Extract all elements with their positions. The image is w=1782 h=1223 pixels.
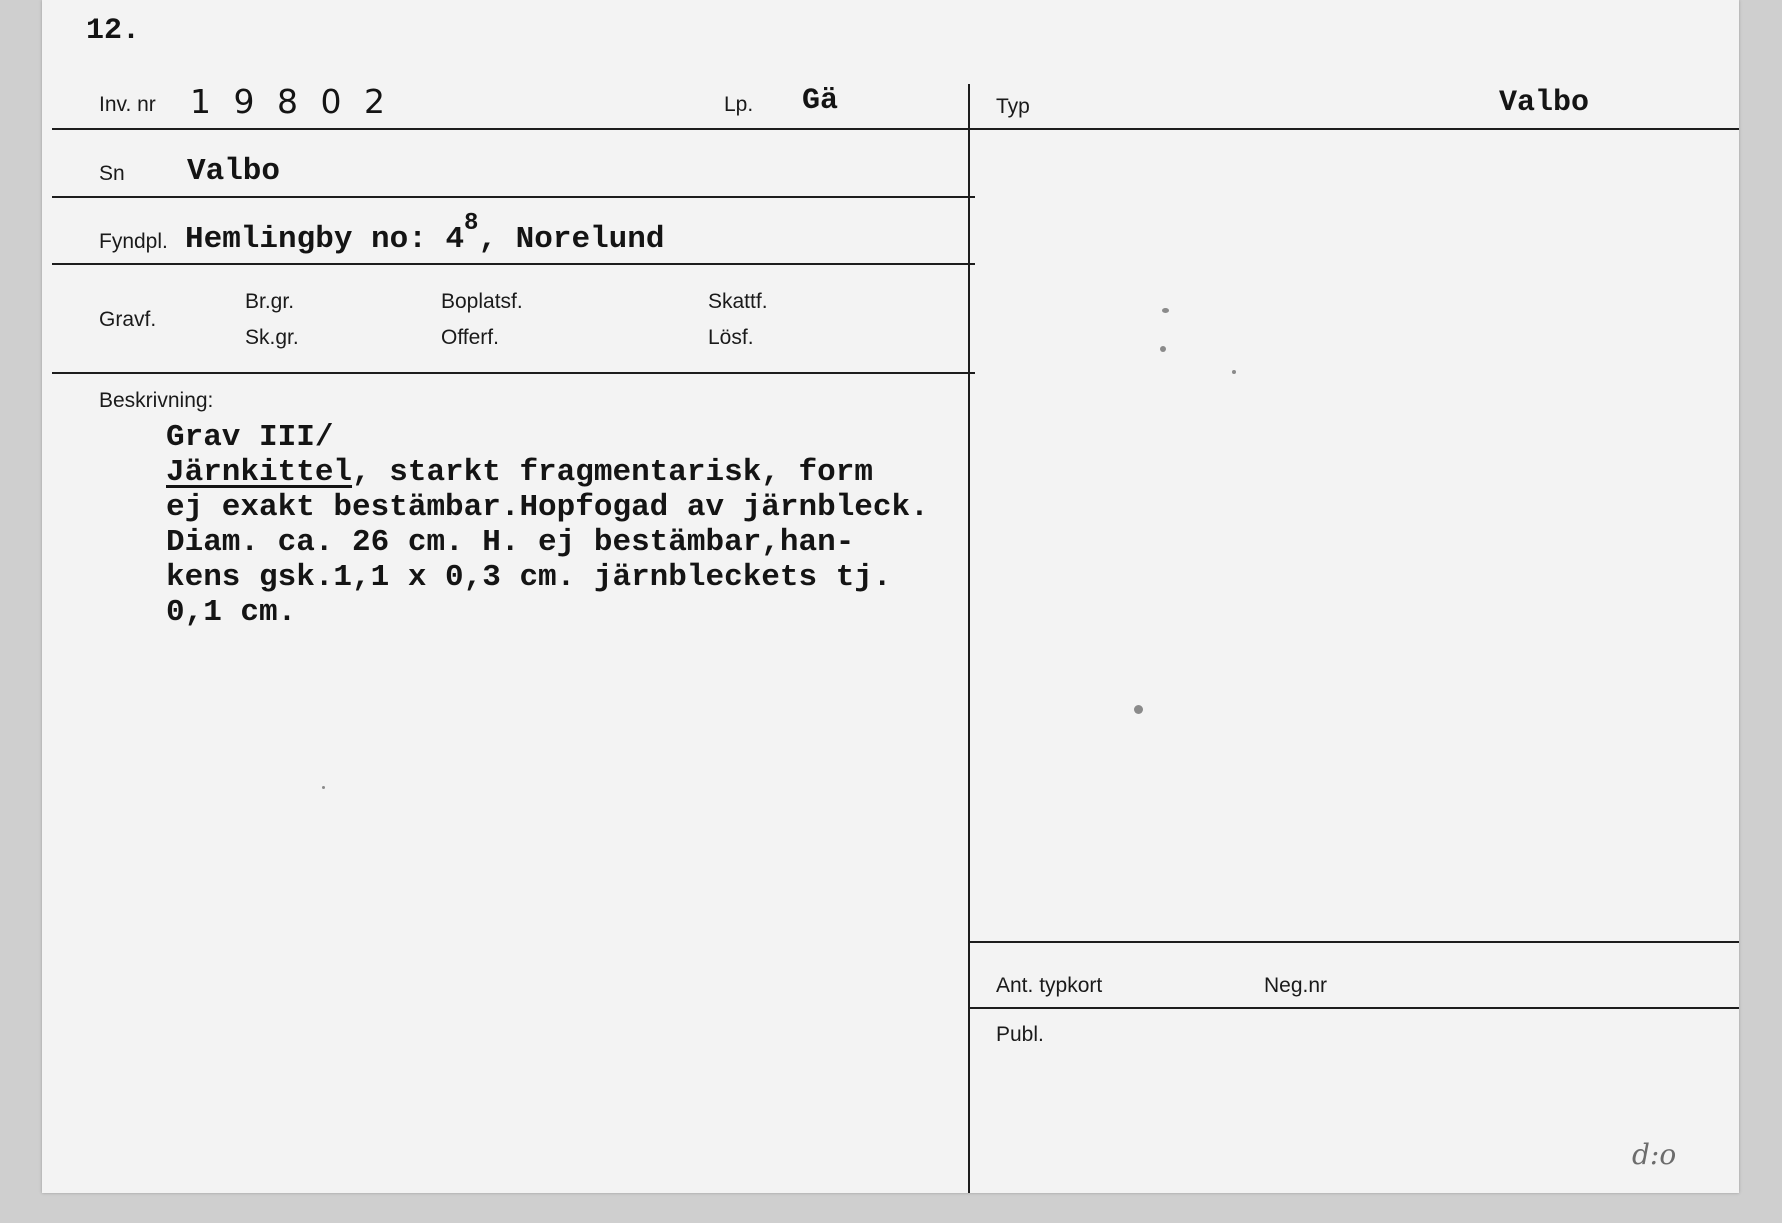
neg-nr-label: Neg.nr — [1264, 974, 1328, 997]
rule-typ-area — [970, 941, 1739, 943]
fyndpl-value — [185, 210, 665, 257]
desc-line-2-rest: , starkt fragmentarisk, form — [352, 455, 873, 490]
dust-speck — [1160, 346, 1166, 352]
rule-header-left — [52, 128, 975, 130]
fyndpl-value-sup: 8 — [464, 210, 479, 237]
inv-nr-value: 1 9 8 0 2 — [190, 82, 391, 121]
beskrivning-text — [166, 420, 929, 630]
desc-line-2-underlined: Järnkittel — [166, 455, 353, 490]
br-gr-label: Br.gr. — [245, 290, 295, 313]
skattf-label: Skattf. — [708, 290, 768, 313]
dust-speck — [322, 786, 325, 789]
losf-label: Lösf. — [708, 326, 754, 349]
rule-ant-typkort — [970, 1007, 1739, 1009]
desc-line-2 — [166, 455, 929, 490]
pencil-signature: d:o — [1632, 1138, 1677, 1171]
sn-value: Valbo — [187, 154, 281, 189]
desc-line-3: ej exakt bestämbar.Hopfogad av järnbleck. — [166, 490, 929, 525]
catalog-card — [42, 0, 1739, 1193]
column-divider — [968, 84, 970, 1193]
gravf-label: Gravf. — [99, 308, 157, 331]
fyndpl-value-post: , Norelund — [478, 222, 665, 257]
rule-gravf — [52, 372, 975, 374]
dust-speck — [1134, 705, 1143, 714]
publ-label: Publ. — [996, 1023, 1044, 1046]
typ-label: Typ — [996, 95, 1030, 118]
dust-speck — [1162, 308, 1169, 313]
boplatsf-label: Boplatsf. — [441, 290, 523, 313]
dust-speck — [1232, 370, 1236, 374]
rule-sn — [52, 196, 975, 198]
desc-line-1: Grav III/ — [166, 420, 334, 455]
fyndpl-label: Fyndpl. — [99, 230, 168, 253]
typ-value: Valbo — [1499, 86, 1590, 120]
rule-header-right — [970, 128, 1739, 130]
card-number: 12. — [86, 14, 141, 48]
rule-fyndpl — [52, 263, 975, 265]
sk-gr-label: Sk.gr. — [245, 326, 299, 349]
desc-line-6: 0,1 cm. — [166, 595, 297, 630]
ant-typkort-label: Ant. typkort — [996, 974, 1103, 997]
fyndpl-value-pre: Hemlingby no: 4 — [185, 222, 465, 257]
lp-label: Lp. — [724, 93, 754, 116]
desc-line-4: Diam. ca. 26 cm. H. ej bestämbar,han- — [166, 525, 855, 560]
desc-line-5: kens gsk.1,1 x 0,3 cm. järnbleckets tj. — [166, 560, 892, 595]
inv-nr-label: Inv. nr — [99, 93, 156, 116]
beskrivning-label: Beskrivning: — [99, 389, 214, 412]
offerf-label: Offerf. — [441, 326, 499, 349]
sn-label: Sn — [99, 162, 125, 185]
lp-value: Gä — [802, 84, 839, 118]
